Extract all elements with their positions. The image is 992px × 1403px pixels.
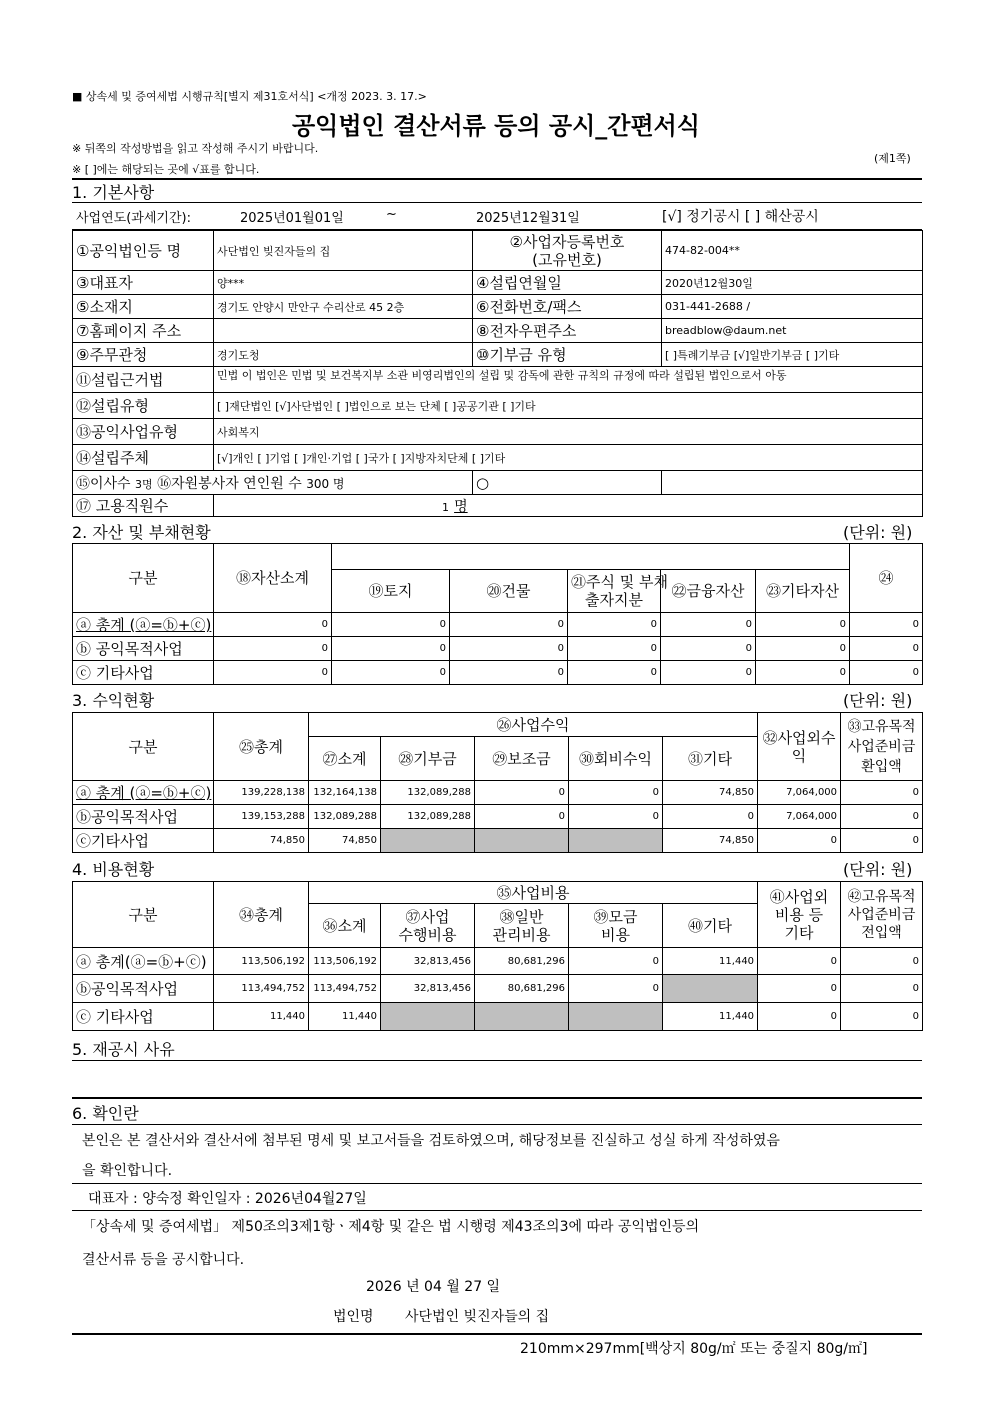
- rep-value: 양***: [214, 271, 473, 295]
- revenue-table: [72, 712, 923, 853]
- rev-col-sub: ㉗소계: [309, 737, 381, 781]
- exp-col-other: ㊶사업외 비용 등 기타: [758, 882, 841, 948]
- volunteer-mark: ○: [473, 471, 662, 495]
- exp-col-total: ㉞총계: [214, 882, 309, 948]
- disclosure-type: [√] 정기공시 [ ] 해산공시: [662, 209, 819, 225]
- page-indicator: (제1쪽): [874, 152, 911, 165]
- rev-col-group: 구분: [73, 713, 214, 781]
- law-statement-1: 「상속세 및 증여세법」 제50조의3제1항ㆍ제4항 및 같은 법 시행령 제43조의3에 따라 공익법인등의: [82, 1219, 700, 1235]
- period-label: 사업연도(과세기간):: [76, 211, 191, 226]
- table-row: ⓑ 공익목적사업 0 0 0 0 0 0 0: [73, 637, 923, 661]
- section-2-unit: (단위: 원): [843, 523, 913, 542]
- exp-col-reserve: ㊷고유목적 사업준비금 전입액: [841, 882, 923, 948]
- paper-spec: 210mm×297mm[백상지 80g/㎡ 또는 중질지 80g/㎡]: [520, 1341, 868, 1357]
- law-statement-2: 결산서류 등을 공시합니다.: [82, 1252, 245, 1268]
- section-3-unit: (단위: 원): [843, 691, 913, 710]
- section-3-title: 3. 수익현황: [72, 691, 155, 710]
- table-row: ⓐ 총계(ⓐ=ⓑ+ⓒ) 113,506,192 113,506,192 32,813,456 80,681,296 0 11,440 0 0: [73, 948, 923, 975]
- donation-type-value: [ ]특례기부금 [√]일반기부금 [ ]기타: [662, 343, 923, 367]
- founder-value: [√]개인 [ ]기업 [ ]개인·기업 [ ]국가 [ ]지방자치단체 [ ]기타: [214, 445, 923, 471]
- table-row: ⓒ 기타사업 0 0 0 0 0 0 0: [73, 661, 923, 685]
- rev-col-fee: ㉚회비수익: [569, 737, 663, 781]
- estdate-value: 2020년12월30일: [662, 271, 923, 295]
- exp-col-admin: ㊳일반 관리비용: [475, 904, 569, 948]
- regno-value: 474-82-004**: [662, 231, 923, 271]
- asset-col-stock: ㉑주식 및 부채 출자지분: [568, 570, 661, 613]
- section-2-title: 2. 자산 및 부채현황: [72, 523, 211, 542]
- homepage-label: ⑦홈페이지 주소: [73, 319, 214, 343]
- table-row: ⓐ 총계 (ⓐ=ⓑ+ⓒ) 0 0 0 0 0 0 0: [73, 613, 923, 637]
- addr-label: ⑤소재지: [73, 295, 214, 319]
- confirm-signature: 대표자 : 양숙정 확인일자 : 2026년04월27일: [88, 1191, 367, 1207]
- exp-col-etc: ㊵기타: [663, 904, 758, 948]
- rev-col-total: ㉕총계: [214, 713, 309, 781]
- table-row: ⓒ 기타사업 11,440 11,440 11,440 0 0: [73, 1003, 923, 1031]
- asset-table: [72, 543, 923, 685]
- exp-col-sub: ㊱소계: [309, 904, 381, 948]
- rev-col-donation: ㉘기부금: [381, 737, 475, 781]
- table-row: ⓐ 총계 (ⓐ=ⓑ+ⓒ) 139,228,138 132,164,138 132,089,288 0 0 74,850 7,064,000 0: [73, 781, 923, 805]
- confirm-statement-1: 본인은 본 결산서와 결산서에 첨부된 명세 및 보고서들을 검토하였으며, 해당정보를 진실하고 성실 하게 작성하였음: [82, 1133, 780, 1149]
- email-label: ⑧전자우편주소: [473, 319, 662, 343]
- corp-name-footer: 사단법인 빚진자들의 집: [405, 1309, 550, 1325]
- staff-value: 1 명: [214, 495, 923, 517]
- corp-name-label: ①공익법인등 명: [73, 231, 214, 271]
- addr-value: 경기도 안양시 만안구 수리산로 45 2층: [214, 295, 473, 319]
- basis-law-value: 민법 이 법인은 민법 및 보건복지부 소관 비영리법인의 설립 및 감독에 관한 규칙의 규정에 따라 설립된 법인으로서 아동: [214, 367, 923, 393]
- homepage-value: [214, 319, 473, 343]
- rev-col-biz: ㉖사업수익: [309, 713, 758, 737]
- est-type-label: ⑫설립유형: [73, 393, 214, 419]
- exp-col-group: 구분: [73, 882, 214, 948]
- section-4-unit: (단위: 원): [843, 860, 913, 879]
- section-4-title: 4. 비용현황: [72, 860, 155, 879]
- phone-value: 031-441-2688 /: [662, 295, 923, 319]
- rev-col-grant: ㉙보조금: [475, 737, 569, 781]
- asset-col-total: ⑱자산소계: [214, 544, 332, 613]
- table-row: ⓑ공익목적사업 139,153,288 132,089,288 132,089,288 0 0 0 7,064,000 0: [73, 805, 923, 829]
- biz-type-label: ⑬공익사업유형: [73, 419, 214, 445]
- est-type-value: [ ]재단법인 [√]사단법인 [ ]법인으로 보는 단체 [ ]공공기관 [ ]기타: [214, 393, 923, 419]
- basic-info-table: [72, 230, 923, 517]
- corp-name-value: 사단법인 빚진자들의 집: [214, 231, 473, 271]
- asset-col-building: ⑳건물: [450, 570, 568, 613]
- period-tilde: ~: [386, 207, 397, 222]
- founder-label: ⑭설립주체: [73, 445, 214, 471]
- staff-label: ⑰ 고용직원수: [73, 495, 214, 517]
- agency-value: 경기도청: [214, 343, 473, 367]
- expense-table: [72, 881, 923, 1031]
- asset-col-24: ㉔: [850, 544, 923, 613]
- donation-type-label: ⑩기부금 유형: [473, 343, 662, 367]
- email-value: breadblow@daum.net: [662, 319, 923, 343]
- asset-col-land: ⑲토지: [332, 570, 450, 613]
- confirm-statement-2: 을 확인합니다.: [82, 1163, 173, 1179]
- page-title: 공익법인 결산서류 등의 공시_간편서식: [291, 112, 700, 140]
- announce-date: 2026 년 04 월 27 일: [366, 1279, 501, 1295]
- exp-col-fund: ㊴모금 비용: [569, 904, 663, 948]
- rep-label: ③대표자: [73, 271, 214, 295]
- rev-col-etc: ㉛기타: [663, 737, 758, 781]
- phone-label: ⑥전화번호/팩스: [473, 295, 662, 319]
- exp-col-biz: ㉟사업비용: [309, 882, 758, 904]
- table-row: ⓑ공익목적사업 113,494,752 113,494,752 32,813,456 80,681,296 0 0 0: [73, 975, 923, 1003]
- asset-col-fin: ㉒금융자산: [661, 570, 756, 613]
- rev-col-other: ㉜사업외수 익: [758, 713, 841, 781]
- regulation-note: ■ 상속세 및 증여세법 시행규칙[별지 제31호서식] <개정 2023. 3. 17.>: [72, 90, 427, 103]
- checkbox-note: ※ [ ]에는 해당되는 곳에 √표를 합니다.: [72, 163, 260, 176]
- agency-label: ⑨주무관청: [73, 343, 214, 367]
- asset-col-group: 구분: [73, 544, 214, 613]
- basis-law-label: ⑪설립근거법: [73, 367, 214, 393]
- section-6-title: 6. 확인란: [72, 1104, 139, 1123]
- asset-col-etc: ㉓기타자산: [756, 570, 850, 613]
- period-start: 2025년01월01일: [240, 211, 344, 226]
- estdate-label: ④설립연월일: [473, 271, 662, 295]
- period-end: 2025년12월31일: [476, 211, 580, 226]
- directors-volunteers: ⑮이사수 3명 ⑯자원봉사자 연인원 수 300 명: [73, 471, 473, 495]
- corp-name-label-footer: 법인명: [333, 1309, 374, 1325]
- section-5-title: 5. 재공시 사유: [72, 1040, 175, 1059]
- regno-label: ②사업자등록번호 (고유번호): [473, 231, 662, 271]
- table-row: ⓒ기타사업 74,850 74,850 74,850 0 0: [73, 829, 923, 853]
- instruction-note: ※ 뒤쪽의 작성방법을 읽고 작성해 주시기 바랍니다.: [72, 142, 319, 155]
- empty-cell: [662, 471, 923, 495]
- exp-col-exec: ㊲사업 수행비용: [381, 904, 475, 948]
- section-1-title: 1. 기본사항: [72, 183, 155, 202]
- biz-type-value: 사회복지: [214, 419, 923, 445]
- rev-col-reserve: ㉝고유목적 사업준비금 환입액: [841, 713, 923, 781]
